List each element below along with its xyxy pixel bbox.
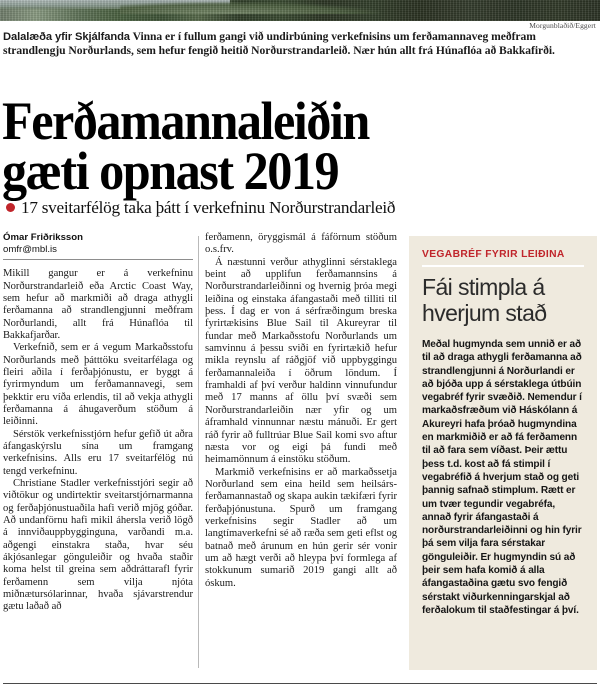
paragraph: Markmið verkefnisins er að markaðssetja Norðurland sem eina heild sem heilsárs-ferðamannastað og skapa aukin tækifæri fyrir ferðaþjónustuna. Spurð um framgang verkefnisins segir Stadler að um langtímaverkefni sé að ræða sem geti eflst og batnað með árunum en hún gerir sér vonir um að hægt verði að hleypa því formlega af stokkunum sumarið 2019 gangi allt að óskum. bbox=[205, 466, 397, 589]
article-column-2 bbox=[205, 232, 397, 590]
bottom-divider bbox=[3, 683, 597, 684]
article-body-column-1 bbox=[3, 268, 193, 614]
paragraph: Mikill gangur er á verkefninu Norðurstrandarleið eða Arctic Coast Way, sem hefur að markmiði að draga athygli ferðamanna að strandlengjunni meðfram Norðurlandi, allt frá Húnaflóa til Bakkafjarðar. bbox=[3, 268, 193, 341]
subheadline bbox=[6, 198, 596, 217]
paragraph: Christiane Stadler verkefnisstjóri segir að viðtökur og undirtektir sveitarstjórnarmanna og ferðaþjónustuaðila hafi verið mjög góðar. Að undanförnu hafi mikil áhersla verið lögð á innviðauppbygginguna, varðandi m.a. aðgengi einstakra staða, hvar séu ákjósanlegar gönguleiðir og hvaða staðir koma helst til greina sem aðdráttarafl fyrir ferðamenn sem vilja njóta miðnætursólarinnar, hvaða sjávarstrendur gætu laðað að bbox=[3, 478, 193, 613]
subheadline-text: 17 sveitarfélög taka þátt í verkefninu Norðurstrandarleið bbox=[21, 198, 396, 217]
paragraph: Sérstök verkefnisstjórn hefur gefið út aðra áfangaskýrslu sína um framgang verkefnisins. Alls eru 17 sveitarfélög nú tengd verkefninu. bbox=[3, 428, 193, 477]
page-title bbox=[2, 91, 556, 202]
sidebar-fact-box bbox=[409, 236, 597, 670]
headline-line-1: Ferðamannaleiðin bbox=[2, 91, 369, 152]
paragraph: ferðamenn, öryggismál á fáförnum stöðum o.s.frv. bbox=[205, 232, 397, 256]
sidebar-body bbox=[422, 338, 584, 617]
caption-text: Vinna er í fullum gangi við undirbúning verkefnisins um ferðamannaveg meðfram strandlengju Norðurlands, sem hefur fengið heitið Norðurstrandarleið. Nær hún allt frá Húnaflóa að Bakkafirði. bbox=[3, 30, 555, 58]
article-column-1 bbox=[3, 232, 193, 614]
photo-caption bbox=[3, 30, 597, 58]
caption-lead-in: Dalalæða yfir Skjálfanda bbox=[3, 31, 130, 43]
photo-credit: Morgunblaðið/Eggert bbox=[529, 21, 596, 30]
paragraph: Á næstunni verður athyglinni sérstaklega beint að upplifun ferðamannsins á Norðurstrandarleiðinni og hvernig þróa megi leiðina og einstaka áfangastaði með tilliti til þess. Í dag er von á sérfræðingum breska fyrirtækisins Blue Sail til Akureyrar til fundar með Markaðsstofu Norðurlands um samvinnu á þessu sviði en fyrirtækið hefur mikla reynslu af ráðgjöf við uppbyggingu ferðamannaleiða í öðrum löndum. Í framhaldi af því verður haldinn vinnufundur með 17 manns af öllu því svæði sem Norðurstrandarleiðin nær yfir og um áframhald vinnunnar næstu mánuði. Er gert ráð fyrir að fulltrúar Blue Sail komi svo aftur næsta vor og eigi þá fundi með heimamönnum á einstöku stöðum. bbox=[205, 256, 397, 466]
column-divider bbox=[198, 236, 199, 668]
paragraph: Meðal hugmynda sem unnið er að til að draga athygli ferðamanna að strandlengjunni á Norðurlandi er að bjóða upp á sérstaklega útbúin vegabréf fyrir svæðið. Nemendur í markaðsfræðum við Háskólann á Akureyri hafa þróað hugmyndina en markmiðið er að fá ferðamenn til að fara sem víðast. Þeir ættu þess t.d. kost að fá stimpil í vegabréfið á hverjum stað og geti þannig safnað stimplum. Rætt er um tvær tegundir vegabréfa, annað fyrir áfangastaði á norðurstrandarleiðinni og hin fyrir þá sem vilja fara sérstakar gönguleiðir. Er hugmyndin sú að þeir sem hafa komið á alla áfangastaðina gætu svo fengið sérstakt viðurkenningarskjal að ferðalokum til staðfestingar á því. bbox=[422, 339, 582, 616]
paragraph: Verkefnið, sem er á vegum Markaðsstofu Norðurlands með þátttöku sveitarfélaga og fleiri aðila í ferðaþjónustu, er byggt á fyrirmyndum um ferðamannavegi, sem þekktir eru víða erlendis, til að vekja athygli ferðamanna á áhugaverðum stöðum á leiðinni. bbox=[3, 342, 193, 428]
headline-line-2: gæti opnast 2019 bbox=[2, 141, 339, 202]
sidebar-title bbox=[422, 274, 584, 326]
byline-divider bbox=[3, 259, 193, 260]
sidebar-kicker-divider bbox=[422, 265, 584, 267]
sidebar-kicker: VEGABRÉF FYRIR LEIÐINA bbox=[422, 249, 565, 260]
landscape-photo-strip bbox=[0, 0, 600, 21]
photo-grain-overlay bbox=[0, 0, 600, 21]
bullet-icon bbox=[6, 203, 15, 212]
byline bbox=[3, 232, 193, 255]
byline-author-name: Ómar Friðriksson bbox=[3, 232, 83, 243]
sidebar-title-line-2: hverjum stað bbox=[422, 300, 547, 326]
byline-author-email[interactable]: omfr@mbl.is bbox=[3, 243, 57, 255]
article-body-column-2 bbox=[205, 232, 397, 590]
sidebar-title-line-1: Fái stimpla á bbox=[422, 274, 545, 300]
